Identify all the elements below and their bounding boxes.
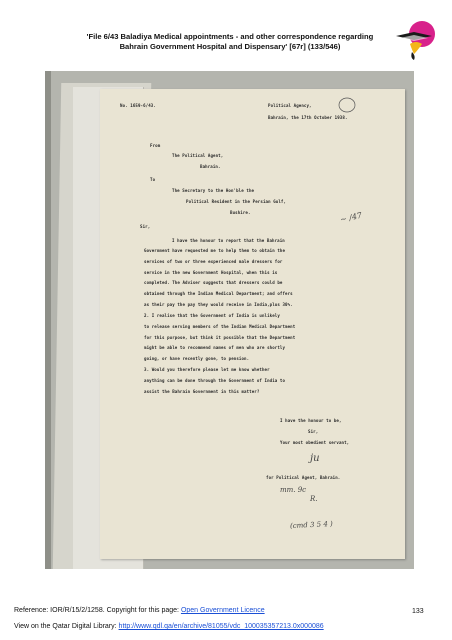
body-line: for this purpose, but think it possible that the Department bbox=[144, 335, 296, 340]
body-line: assist the Bahrain Government in this matter? bbox=[144, 389, 260, 394]
handwritten-note: (cmd 3 5 4 ) bbox=[289, 519, 333, 531]
reference-text: Reference: IOR/R/15/2/1258. Copyright for this page: bbox=[14, 607, 181, 614]
typed-letter bbox=[100, 89, 405, 559]
body-line: anything can be done through the Government of India to bbox=[144, 378, 286, 383]
body-line: might be able to recommend names of men who are shortly bbox=[144, 345, 286, 350]
title-line-2: Bahrain Government Hospital and Dispensary' [67r] (133/546) bbox=[119, 42, 341, 51]
title-line-1: 'File 6/43 Baladiya Medical appointments - and other correspondence regarding bbox=[86, 32, 374, 41]
footer-reference bbox=[14, 607, 265, 614]
view-text: View on the Qatar Digital Library: bbox=[14, 623, 119, 630]
to-line-3: Bushire. bbox=[230, 210, 251, 215]
body-line: services of two or three experienced male dressers for bbox=[144, 259, 283, 264]
signature-initials: ju bbox=[310, 453, 320, 464]
page-title bbox=[70, 32, 390, 52]
folder-edge bbox=[45, 71, 51, 569]
to-line-2: Political Resident in the Persian Gulf, bbox=[186, 199, 287, 204]
body-line: 3. Would you therefore please let me know whether bbox=[144, 367, 270, 372]
place-date: Bahrain, the 17th October 1938. bbox=[268, 115, 348, 120]
body-line: as their pay the pay they would receive in India,plus 30%. bbox=[144, 302, 293, 307]
body-line: going, or have recently gone, to pension. bbox=[144, 356, 250, 361]
scanned-page-photo bbox=[45, 71, 414, 569]
to-label: To bbox=[150, 177, 156, 182]
to-line-1: The Secretary to the Hon'ble the bbox=[172, 188, 255, 193]
closing-line: Your most obedient servant, bbox=[280, 440, 350, 445]
salutation: Sir, bbox=[140, 224, 151, 229]
licence-link[interactable]: Open Government Licence bbox=[180, 607, 265, 614]
archive-link[interactable]: http://www.qdl.qa/en/archive/81055/vdc_100035357213.0x000086 bbox=[118, 623, 324, 630]
handwritten-marks: R. bbox=[310, 495, 318, 503]
handwritten-marks: mm. 9c bbox=[280, 486, 307, 494]
circled-number-stamp bbox=[338, 97, 356, 113]
page-number: 133 bbox=[412, 608, 424, 615]
body-line: I have the honour to report that the Bahrain bbox=[172, 238, 285, 243]
body-line: completed. The Adviser suggests that dressers could be bbox=[144, 280, 283, 285]
from-name: The Political Agent, bbox=[172, 153, 224, 158]
from-place: Bahrain. bbox=[200, 164, 221, 169]
body-line: service in the new Government Hospital, when this is bbox=[144, 270, 278, 275]
footer-view bbox=[14, 623, 324, 630]
closing-line: I have the honour to be, bbox=[280, 418, 342, 423]
body-line: 2. I realise that the Government of India is unlikely bbox=[144, 313, 280, 318]
signature-block: for Political Agent, Bahrain. bbox=[266, 475, 341, 480]
closing-line: Sir, bbox=[308, 429, 319, 434]
sender-organisation: Political Agency, bbox=[268, 103, 312, 108]
handwritten-note: ~ /47 bbox=[339, 210, 363, 225]
reference-number: No. 1659-6/43. bbox=[120, 103, 156, 108]
body-line: to release serving members of the Indian Medical Department bbox=[144, 324, 296, 329]
qatar-digital-library-logo-icon[interactable] bbox=[392, 20, 440, 64]
body-line: obtained through the Indian Medical Department; and offers bbox=[144, 291, 293, 296]
from-label: From bbox=[150, 143, 161, 148]
body-line: Government have requested me to help them to obtain the bbox=[144, 248, 286, 253]
